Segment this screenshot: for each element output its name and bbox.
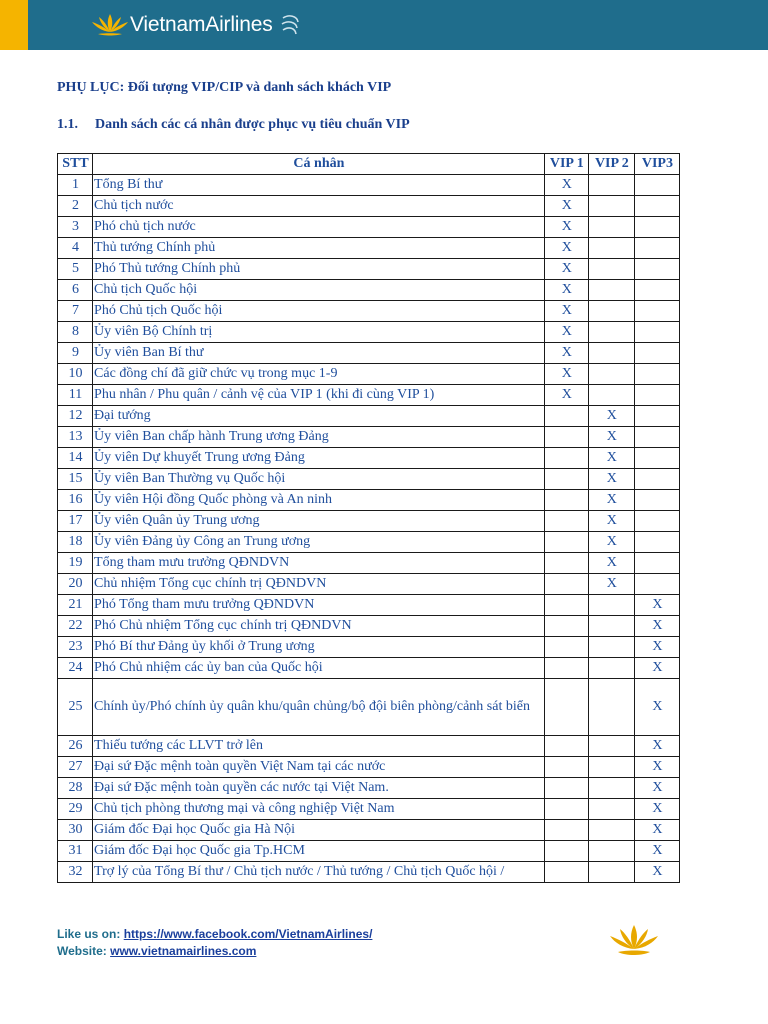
row-vip1-mark: X bbox=[544, 322, 588, 343]
row-stt: 15 bbox=[58, 469, 93, 490]
row-vip1-mark bbox=[544, 469, 588, 490]
row-name: Đại tướng bbox=[93, 406, 545, 427]
row-name: Phó Bí thư Đảng ủy khối ở Trung ương bbox=[93, 637, 545, 658]
row-vip2-mark: X bbox=[588, 469, 634, 490]
row-vip2-mark bbox=[588, 364, 634, 385]
row-stt: 31 bbox=[58, 841, 93, 862]
row-name: Trợ lý của Tổng Bí thư / Chủ tịch nước / Thủ tướng / Chủ tịch Quốc hội / bbox=[93, 862, 545, 883]
row-name: Giám đốc Đại học Quốc gia Hà Nội bbox=[93, 820, 545, 841]
row-vip3-mark bbox=[634, 280, 679, 301]
row-vip3-mark bbox=[634, 322, 679, 343]
table-row bbox=[58, 841, 680, 862]
row-vip1-mark bbox=[544, 616, 588, 637]
row-vip1-mark bbox=[544, 511, 588, 532]
section-title bbox=[57, 117, 410, 133]
row-vip3-mark: X bbox=[634, 862, 679, 883]
appendix-title: PHỤ LỤC: Đối tượng VIP/CIP và danh sách khách VIP bbox=[57, 80, 392, 95]
row-vip1-mark bbox=[544, 757, 588, 778]
footer bbox=[57, 926, 372, 960]
table-row bbox=[58, 364, 680, 385]
row-stt: 4 bbox=[58, 238, 93, 259]
row-name: Đại sứ Đặc mệnh toàn quyền Việt Nam tại các nước bbox=[93, 757, 545, 778]
row-vip2-mark bbox=[588, 778, 634, 799]
row-vip3-mark: X bbox=[634, 841, 679, 862]
row-vip1-mark: X bbox=[544, 238, 588, 259]
table-row bbox=[58, 301, 680, 322]
row-vip2-mark bbox=[588, 238, 634, 259]
row-vip3-mark bbox=[634, 196, 679, 217]
row-stt: 19 bbox=[58, 553, 93, 574]
row-name: Phó Chủ tịch Quốc hội bbox=[93, 301, 545, 322]
row-vip3-mark bbox=[634, 385, 679, 406]
row-stt: 5 bbox=[58, 259, 93, 280]
row-vip1-mark bbox=[544, 532, 588, 553]
table-row bbox=[58, 196, 680, 217]
header-vip2: VIP 2 bbox=[588, 154, 634, 175]
row-stt: 10 bbox=[58, 364, 93, 385]
table-row bbox=[58, 862, 680, 883]
row-stt: 1 bbox=[58, 175, 93, 196]
row-vip2-mark: X bbox=[588, 427, 634, 448]
row-vip3-mark bbox=[634, 301, 679, 322]
row-vip3-mark: X bbox=[634, 778, 679, 799]
row-name: Phó Thủ tướng Chính phủ bbox=[93, 259, 545, 280]
row-vip2-mark bbox=[588, 217, 634, 238]
row-name: Phó chủ tịch nước bbox=[93, 217, 545, 238]
row-stt: 27 bbox=[58, 757, 93, 778]
row-vip2-mark: X bbox=[588, 406, 634, 427]
footer-website-label: Website: bbox=[57, 944, 111, 958]
table-row bbox=[58, 574, 680, 595]
skyteam-swirl-icon bbox=[279, 12, 301, 38]
row-vip3-mark: X bbox=[634, 799, 679, 820]
table-row bbox=[58, 175, 680, 196]
row-vip3-mark bbox=[634, 574, 679, 595]
row-vip1-mark: X bbox=[544, 385, 588, 406]
row-vip2-mark bbox=[588, 637, 634, 658]
row-vip1-mark: X bbox=[544, 280, 588, 301]
row-vip2-mark bbox=[588, 679, 634, 736]
row-vip1-mark: X bbox=[544, 217, 588, 238]
row-name: Phó Chủ nhiệm các ủy ban của Quốc hội bbox=[93, 658, 545, 679]
row-vip2-mark: X bbox=[588, 532, 634, 553]
table-row bbox=[58, 736, 680, 757]
table-row bbox=[58, 448, 680, 469]
row-vip1-mark bbox=[544, 448, 588, 469]
table-row bbox=[58, 616, 680, 637]
row-name: Ủy viên Ban Bí thư bbox=[93, 343, 545, 364]
row-vip1-mark bbox=[544, 778, 588, 799]
row-stt: 7 bbox=[58, 301, 93, 322]
row-vip3-mark bbox=[634, 364, 679, 385]
row-stt: 6 bbox=[58, 280, 93, 301]
row-vip3-mark bbox=[634, 238, 679, 259]
row-name: Tổng Bí thư bbox=[93, 175, 545, 196]
header-vip3: VIP3 bbox=[634, 154, 679, 175]
vip-table bbox=[57, 153, 680, 883]
section-title-text: Danh sách các cá nhân được phục vụ tiêu chuẩn VIP bbox=[95, 117, 410, 132]
table-row bbox=[58, 799, 680, 820]
row-vip1-mark bbox=[544, 574, 588, 595]
row-stt: 12 bbox=[58, 406, 93, 427]
table-row bbox=[58, 679, 680, 736]
row-vip3-mark bbox=[634, 448, 679, 469]
row-vip1-mark bbox=[544, 637, 588, 658]
header-bar bbox=[0, 0, 768, 50]
row-vip1-mark bbox=[544, 490, 588, 511]
row-vip3-mark: X bbox=[634, 658, 679, 679]
row-vip1-mark bbox=[544, 553, 588, 574]
row-stt: 21 bbox=[58, 595, 93, 616]
row-vip2-mark bbox=[588, 616, 634, 637]
table-row bbox=[58, 469, 680, 490]
row-name: Ủy viên Hội đồng Quốc phòng và An ninh bbox=[93, 490, 545, 511]
row-stt: 8 bbox=[58, 322, 93, 343]
row-vip3-mark: X bbox=[634, 595, 679, 616]
row-vip2-mark bbox=[588, 595, 634, 616]
row-vip2-mark bbox=[588, 259, 634, 280]
row-vip3-mark: X bbox=[634, 820, 679, 841]
row-vip1-mark: X bbox=[544, 196, 588, 217]
row-stt: 17 bbox=[58, 511, 93, 532]
row-stt: 32 bbox=[58, 862, 93, 883]
brand-logo bbox=[90, 8, 301, 42]
row-stt: 11 bbox=[58, 385, 93, 406]
row-stt: 3 bbox=[58, 217, 93, 238]
row-stt: 20 bbox=[58, 574, 93, 595]
row-vip2-mark: X bbox=[588, 490, 634, 511]
row-name: Ủy viên Quân ủy Trung ương bbox=[93, 511, 545, 532]
row-vip1-mark: X bbox=[544, 301, 588, 322]
row-name: Chủ tịch nước bbox=[93, 196, 545, 217]
table-row bbox=[58, 259, 680, 280]
row-vip2-mark bbox=[588, 280, 634, 301]
table-row bbox=[58, 280, 680, 301]
row-stt: 26 bbox=[58, 736, 93, 757]
row-vip3-mark bbox=[634, 175, 679, 196]
row-vip3-mark bbox=[634, 217, 679, 238]
row-vip2-mark bbox=[588, 757, 634, 778]
row-vip2-mark bbox=[588, 196, 634, 217]
table-row bbox=[58, 427, 680, 448]
row-vip3-mark bbox=[634, 259, 679, 280]
table-row bbox=[58, 553, 680, 574]
row-vip2-mark bbox=[588, 799, 634, 820]
row-name: Phu nhân / Phu quân / cảnh vệ của VIP 1 (khi đi cùng VIP 1) bbox=[93, 385, 545, 406]
table-row bbox=[58, 778, 680, 799]
row-name: Ủy viên Dự khuyết Trung ương Đảng bbox=[93, 448, 545, 469]
row-vip2-mark: X bbox=[588, 574, 634, 595]
row-name: Đại sứ Đặc mệnh toàn quyền các nước tại Việt Nam. bbox=[93, 778, 545, 799]
row-vip1-mark bbox=[544, 658, 588, 679]
row-name: Các đồng chí đã giữ chức vụ trong mục 1-9 bbox=[93, 364, 545, 385]
row-vip1-mark: X bbox=[544, 175, 588, 196]
table-row bbox=[58, 343, 680, 364]
row-vip2-mark bbox=[588, 343, 634, 364]
row-vip1-mark: X bbox=[544, 343, 588, 364]
row-stt: 29 bbox=[58, 799, 93, 820]
row-vip1-mark: X bbox=[544, 259, 588, 280]
row-name: Tổng tham mưu trưởng QĐNDVN bbox=[93, 553, 545, 574]
row-name: Thiếu tướng các LLVT trở lên bbox=[93, 736, 545, 757]
row-vip1-mark bbox=[544, 406, 588, 427]
row-name: Chủ tịch Quốc hội bbox=[93, 280, 545, 301]
row-stt: 22 bbox=[58, 616, 93, 637]
row-name: Giám đốc Đại học Quốc gia Tp.HCM bbox=[93, 841, 545, 862]
brand-name: VietnamAirlines bbox=[130, 13, 273, 36]
row-stt: 28 bbox=[58, 778, 93, 799]
row-vip1-mark: X bbox=[544, 364, 588, 385]
row-vip3-mark bbox=[634, 553, 679, 574]
lotus-logo-icon bbox=[90, 10, 130, 40]
row-name: Ủy viên Ban chấp hành Trung ương Đảng bbox=[93, 427, 545, 448]
table-row bbox=[58, 532, 680, 553]
row-vip3-mark: X bbox=[634, 637, 679, 658]
row-vip2-mark bbox=[588, 301, 634, 322]
row-vip2-mark bbox=[588, 841, 634, 862]
row-vip1-mark bbox=[544, 862, 588, 883]
row-stt: 25 bbox=[58, 679, 93, 736]
website-link[interactable]: www.vietnamairlines.com bbox=[110, 944, 257, 958]
row-vip2-mark: X bbox=[588, 511, 634, 532]
row-vip2-mark: X bbox=[588, 448, 634, 469]
row-name: Ủy viên Bộ Chính trị bbox=[93, 322, 545, 343]
row-stt: 23 bbox=[58, 637, 93, 658]
header-stt: STT bbox=[58, 154, 93, 175]
row-vip2-mark bbox=[588, 658, 634, 679]
row-stt: 16 bbox=[58, 490, 93, 511]
row-vip1-mark bbox=[544, 841, 588, 862]
header-name: Cá nhân bbox=[93, 154, 545, 175]
row-stt: 30 bbox=[58, 820, 93, 841]
table-row bbox=[58, 637, 680, 658]
section-number: 1.1. bbox=[57, 117, 78, 132]
table-row bbox=[58, 511, 680, 532]
table-row bbox=[58, 595, 680, 616]
row-vip3-mark bbox=[634, 427, 679, 448]
row-vip1-mark bbox=[544, 736, 588, 757]
row-vip1-mark bbox=[544, 820, 588, 841]
row-vip1-mark bbox=[544, 427, 588, 448]
row-vip1-mark bbox=[544, 595, 588, 616]
row-name: Ủy viên Ban Thường vụ Quốc hội bbox=[93, 469, 545, 490]
table-body bbox=[58, 175, 680, 883]
row-name: Chính ủy/Phó chính ủy quân khu/quân chủng/bộ đội biên phòng/cảnh sát biển bbox=[93, 679, 545, 736]
footer-website-line bbox=[57, 943, 372, 960]
table-row bbox=[58, 658, 680, 679]
header-accent bbox=[0, 0, 28, 50]
row-vip2-mark bbox=[588, 820, 634, 841]
row-vip3-mark bbox=[634, 469, 679, 490]
row-vip1-mark bbox=[544, 799, 588, 820]
row-vip1-mark bbox=[544, 679, 588, 736]
facebook-link[interactable]: https://www.facebook.com/VietnamAirlines/ bbox=[123, 927, 373, 941]
header-vip1: VIP 1 bbox=[544, 154, 588, 175]
row-name: Phó Chủ nhiệm Tổng cục chính trị QĐNDVN bbox=[93, 616, 545, 637]
table-row bbox=[58, 406, 680, 427]
row-vip3-mark bbox=[634, 406, 679, 427]
row-name: Chủ nhiệm Tổng cục chính trị QĐNDVN bbox=[93, 574, 545, 595]
row-stt: 9 bbox=[58, 343, 93, 364]
row-stt: 24 bbox=[58, 658, 93, 679]
table-row bbox=[58, 820, 680, 841]
table-row bbox=[58, 490, 680, 511]
row-vip3-mark bbox=[634, 511, 679, 532]
row-stt: 18 bbox=[58, 532, 93, 553]
table-row bbox=[58, 238, 680, 259]
row-vip3-mark: X bbox=[634, 679, 679, 736]
table-header-row bbox=[58, 154, 680, 175]
row-vip3-mark: X bbox=[634, 616, 679, 637]
row-vip3-mark bbox=[634, 532, 679, 553]
table-row bbox=[58, 385, 680, 406]
row-name: Phó Tổng tham mưu trưởng QĐNDVN bbox=[93, 595, 545, 616]
footer-facebook-line bbox=[57, 926, 372, 943]
row-vip2-mark bbox=[588, 736, 634, 757]
row-vip3-mark bbox=[634, 490, 679, 511]
table-row bbox=[58, 217, 680, 238]
row-vip3-mark: X bbox=[634, 757, 679, 778]
row-vip2-mark bbox=[588, 385, 634, 406]
row-vip2-mark: X bbox=[588, 553, 634, 574]
row-stt: 14 bbox=[58, 448, 93, 469]
table-row bbox=[58, 322, 680, 343]
row-vip3-mark: X bbox=[634, 736, 679, 757]
row-vip3-mark bbox=[634, 343, 679, 364]
row-stt: 2 bbox=[58, 196, 93, 217]
row-name: Thủ tướng Chính phủ bbox=[93, 238, 545, 259]
row-vip2-mark bbox=[588, 175, 634, 196]
footer-like-label: Like us on: bbox=[57, 927, 124, 941]
row-stt: 13 bbox=[58, 427, 93, 448]
table-row bbox=[58, 757, 680, 778]
row-vip2-mark bbox=[588, 322, 634, 343]
footer-lotus-icon bbox=[606, 921, 662, 961]
row-name: Chủ tịch phòng thương mại và công nghiệp Việt Nam bbox=[93, 799, 545, 820]
row-vip2-mark bbox=[588, 862, 634, 883]
row-name: Ủy viên Đảng ủy Công an Trung ương bbox=[93, 532, 545, 553]
